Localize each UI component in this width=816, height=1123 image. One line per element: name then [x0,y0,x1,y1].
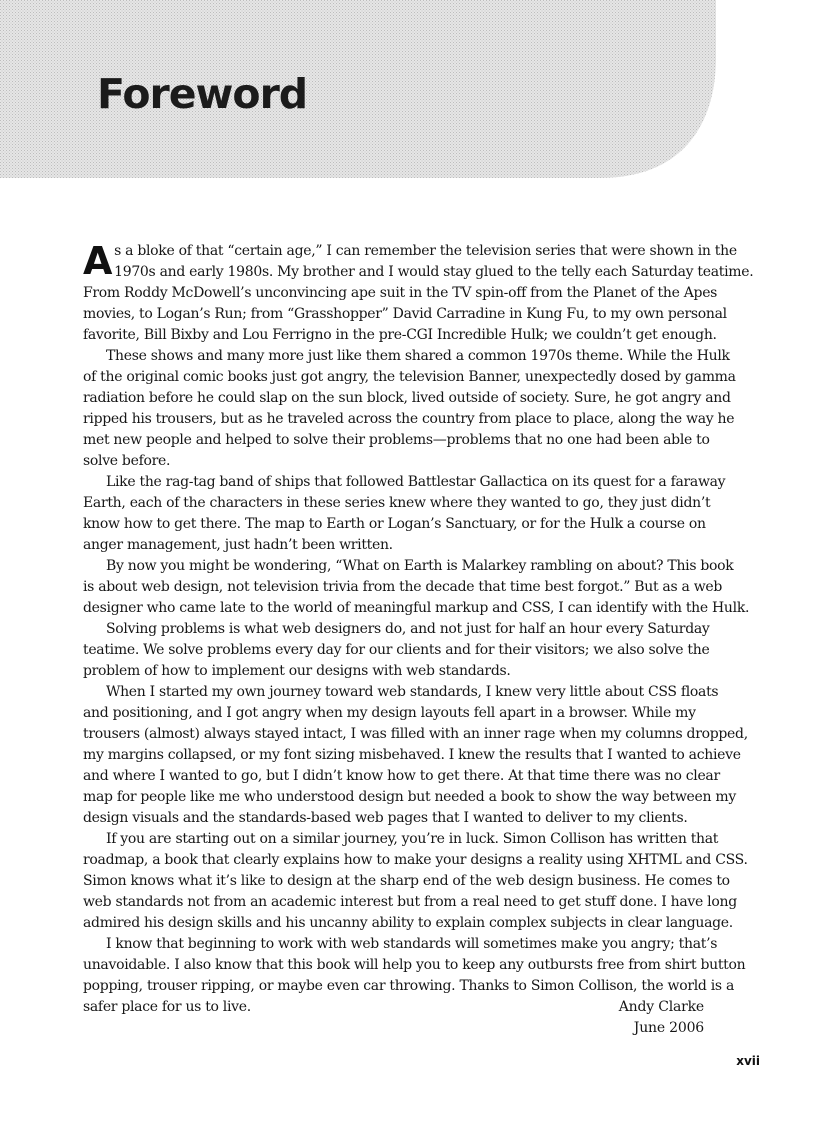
text-line: solve before. [83,453,171,469]
signature-block [619,997,704,1039]
text-line: map for people like me who understood design but needed a book to show the way between my [83,789,736,805]
text-line: roadmap, a book that clearly explains how to make your designs a reality using XHTML and CSS. [83,852,748,868]
text-line: Solving problems is what web designers do, and not just for half an hour every Saturday [106,621,710,637]
foreword-body [83,239,754,1018]
text-line: When I started my own journey toward web standards, I knew very little about CSS floats [106,684,719,700]
text-line: is about web design, not television trivia from the decade that time best forgot.” But as a web [83,579,723,595]
text-line: designer who came late to the world of meaningful markup and CSS, I can identify with the Hulk. [83,600,750,616]
text-line: Simon knows what it’s like to design at the sharp end of the web design business. He comes to [83,873,730,889]
paragraph [83,829,748,934]
text-line: safer place for us to live. [83,999,251,1015]
paragraph [83,682,748,829]
text-line: unavoidable. I also know that this book will help you to keep any outbursts free from shirt button [83,957,746,973]
text-line: teatime. We solve problems every day for our clients and for their visitors; we also solve the [83,642,710,658]
text-line: know how to get there. The map to Earth or Logan’s Sanctuary, or for the Hulk a course on [83,516,706,532]
text-line: my margins collapsed, or my font sizing misbehaved. I knew the results that I wanted to achieve [83,747,741,763]
text-line: Like the rag-tag band of ships that followed Battlestar Gallactica on its quest for a faraway [106,474,726,490]
text-line: admired his design skills and his uncanny ability to explain complex subjects in clear language. [83,915,733,931]
paragraph [83,472,726,556]
text-line: By now you might be wondering, “What on Earth is Malarkey rambling on about? This book [106,558,734,574]
text-line: From Roddy McDowell’s unconvincing ape suit in the TV spin-off from the Planet of the Apes [83,285,718,301]
text-line: problem of how to implement our designs with web standards. [83,663,511,679]
paragraph [83,346,736,472]
text-line: met new people and helped to solve their problems—problems that no one had been able to [83,432,710,448]
text-line: and where I wanted to go, but I didn’t know how to get there. At that time there was no clear [83,768,720,784]
text-line: favorite, Bill Bixby and Lou Ferrigno in the pre-CGI Incredible Hulk; we couldn’t get enough. [83,327,717,343]
text-line: design visuals and the standards-based web pages that I wanted to deliver to my clients. [83,810,688,826]
paragraph [83,619,723,682]
drop-cap: A [83,239,113,283]
chapter-title: Foreword [97,70,308,118]
text-line: popping, trouser ripping, or maybe even car throwing. Thanks to Simon Collison, the world is a [83,978,734,994]
text-line: anger management, just hadn’t been written. [83,537,393,553]
text-line: ripped his trousers, but as he traveled across the country from place to place, along the way he [83,411,735,427]
signature-date: June 2006 [633,1020,704,1036]
text-line: I know that beginning to work with web standards will sometimes make you angry; that’s [106,936,718,952]
paragraph [83,556,750,619]
text-line: and positioning, and I got angry when my design layouts fell apart in a browser. While my [83,705,696,721]
paragraph [83,241,754,346]
text-line: s a bloke of that “certain age,” I can remember the television series that were shown in the [114,243,737,259]
text-line: radiation before he could slap on the sun block, lived outside of society. Sure, he got angry and [83,390,731,406]
text-line: If you are starting out on a similar journey, you’re in luck. Simon Collison has written that [106,831,719,847]
text-line: Earth, each of the characters in these series knew where they wanted to go, they just didn’t [83,495,711,511]
text-line: trousers (almost) always stayed intact, I was filled with an inner rage when my columns dropped, [83,726,748,742]
text-line: web standards not from an academic interest but from a real need to get stuff done. I have long [83,894,737,910]
text-line: of the original comic books just got angry, the television Banner, unexpectedly dosed by gamma [83,369,736,385]
text-line: movies, to Logan’s Run; from “Grasshopper” David Carradine in Kung Fu, to my own personal [83,306,727,322]
text-line: These shows and many more just like them shared a common 1970s theme. While the Hulk [106,348,730,364]
text-line: 1970s and early 1980s. My brother and I would stay glued to the telly each Saturday teatime. [114,264,754,280]
author-name: Andy Clarke [618,999,704,1015]
page-number: xvii [736,1054,760,1068]
